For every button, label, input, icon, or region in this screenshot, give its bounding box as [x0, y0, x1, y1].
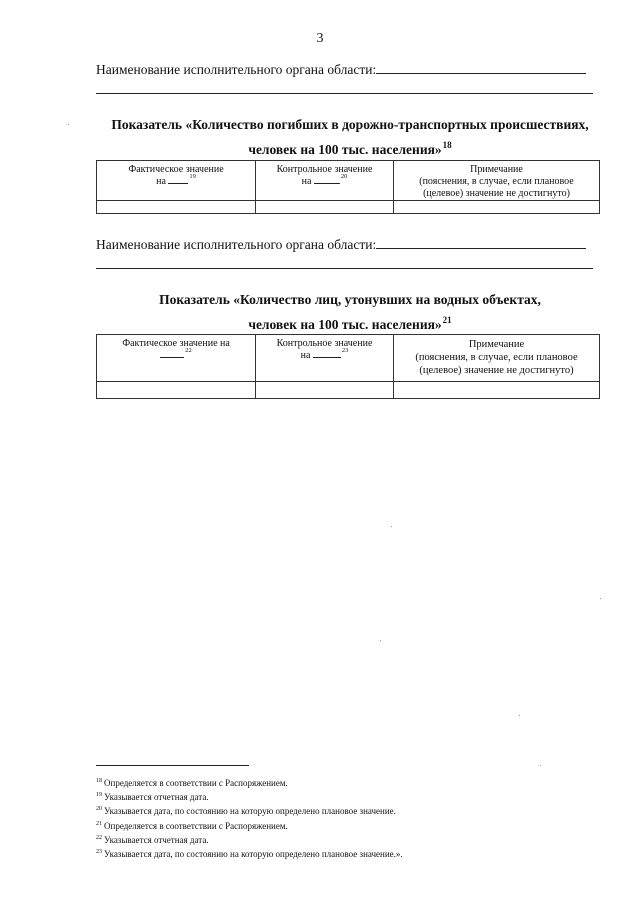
footnote-item: $^{22}$ Указывается отчетная дата. [96, 834, 209, 845]
footnotes [96, 775, 403, 860]
page-number: 3 [316, 31, 324, 46]
table-header-note: Примечание (пояснения, в случае, если плановое (целевое) значение не достигнуто) [394, 161, 600, 201]
scan-speck [380, 640, 381, 641]
table-cell-note-value[interactable] [394, 382, 600, 399]
org-name-fill-line [376, 73, 586, 74]
org-name-continuation-line [96, 93, 593, 94]
indicator-title-line: человек на 100 тыс. населения» [248, 317, 442, 332]
indicator-table [96, 160, 600, 214]
org-name-label: Наименование исполнительного органа области: [96, 237, 377, 252]
table-header-target: Контрольное значение на $^{20}$ [256, 161, 394, 201]
footnote-marker: 22 [185, 347, 192, 354]
org-name-label: Наименование исполнительного органа области: [96, 62, 377, 77]
scan-speck [391, 526, 392, 527]
indicator-table [96, 334, 600, 399]
indicator-title-line: Показатель «Количество погибших в дорожно-транспортных происшествиях, [111, 117, 589, 132]
table-cell-note-value[interactable] [394, 201, 600, 214]
table-header-actual: Фактическое значение на $^{19}$ [97, 161, 256, 201]
table-header-target: Контрольное значение на $^{23}$ [256, 335, 394, 382]
footnote-item: $^{19}$ Указывается отчетная дата. [96, 792, 209, 803]
org-name-continuation-line [96, 268, 593, 269]
scan-speck [68, 124, 69, 125]
table-cell-target-value[interactable] [256, 201, 394, 214]
footnote-item: $^{18}$ Определяется в соответствии с Распоряжением. [96, 778, 288, 788]
footnote-marker: 19 [189, 173, 196, 180]
scan-speck [519, 715, 520, 716]
scan-speck [600, 598, 601, 599]
footnote-item: $^{20}$ Указывается дата, по состоянию на которую определено плановое значение. [96, 806, 396, 817]
footnote-marker: 23 [341, 347, 349, 354]
table-cell-actual-value[interactable] [97, 201, 256, 214]
footnote-marker: 20 [340, 173, 348, 180]
footnote-item: $^{21}$ Определяется в соответствии с Распоряжением. [96, 820, 288, 831]
footnote-item: $^{23}$ Указывается дата, по состоянию на которую определено плановое значение.». [96, 849, 403, 860]
footnote-marker: 21 [442, 315, 452, 325]
org-name-fill-line [376, 248, 586, 249]
table-cell-target-value[interactable] [256, 382, 394, 399]
indicator-heading [60, 290, 640, 335]
footnote-marker: 18 [442, 140, 452, 150]
footnote-separator [96, 765, 249, 766]
org-name-line [96, 237, 586, 253]
indicator-title-line: Показатель «Количество лиц, утонувших на водных объектах, [159, 292, 541, 307]
org-name-line [96, 62, 586, 78]
table-header-note: Примечание (пояснения, в случае, если плановое (целевое) значение не достигнуто) [394, 335, 600, 382]
table-cell-actual-value[interactable] [97, 382, 256, 399]
table-header-actual: Фактическое значение на $^{22}$ [97, 335, 256, 382]
scan-speck [540, 765, 541, 766]
indicator-title-line: человек на 100 тыс. населения» [248, 142, 442, 157]
indicator-heading [60, 115, 640, 160]
